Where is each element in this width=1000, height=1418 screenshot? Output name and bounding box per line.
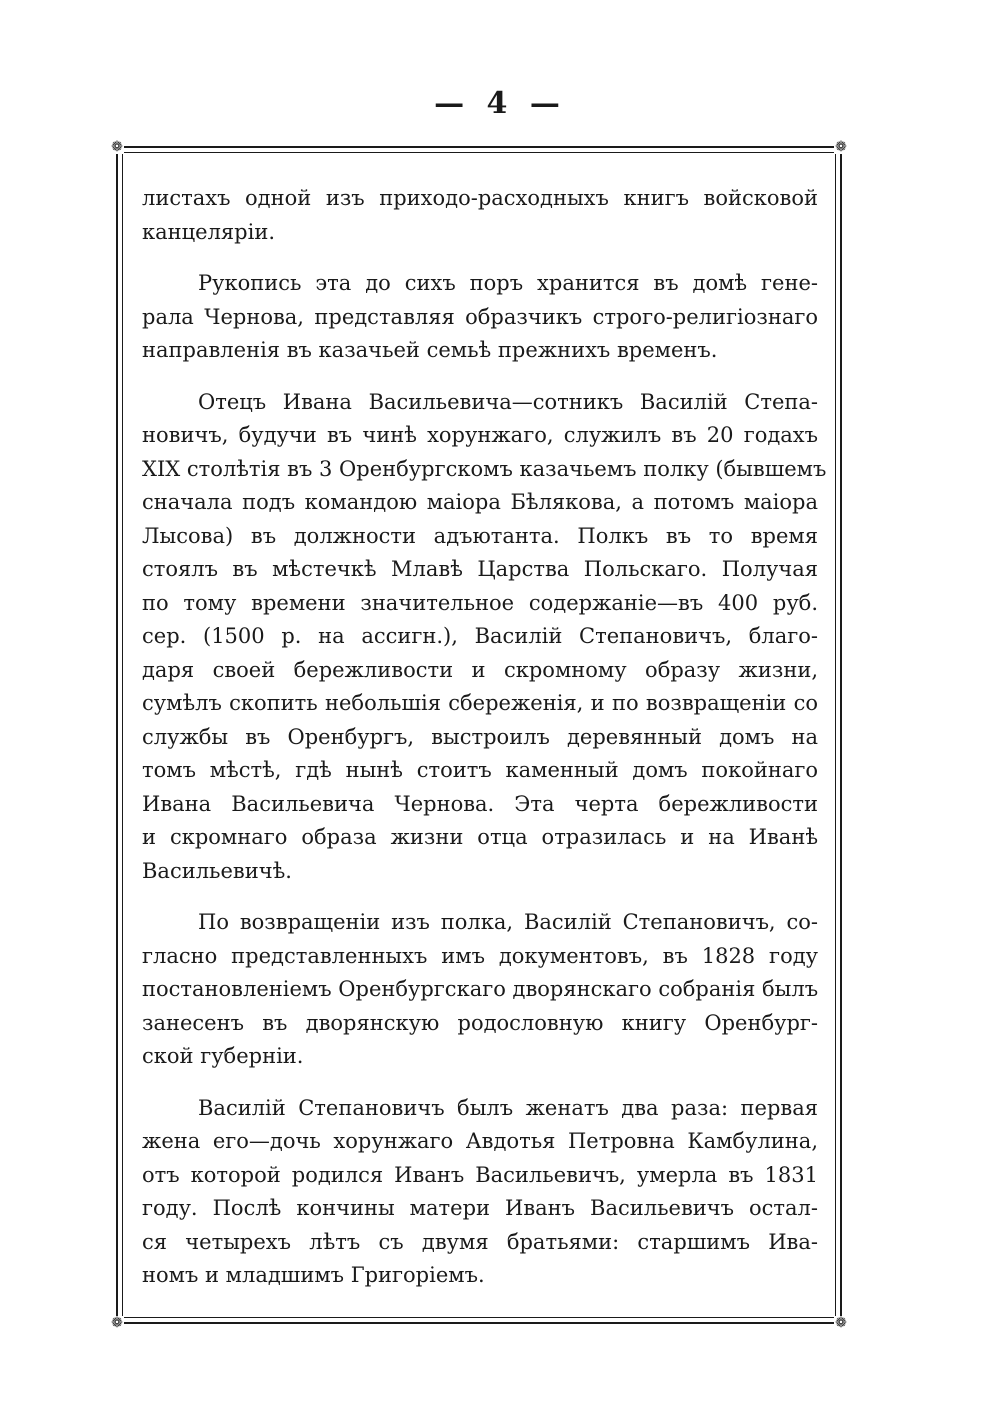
- frame-rule-left-inner: [122, 146, 123, 1324]
- text-line: сначала подъ командою маіора Бѣлякова, а потомъ маіора: [142, 490, 818, 514]
- text-line: отъ которой родился Иванъ Васильевичъ, умерла въ 1831: [142, 1162, 818, 1187]
- text-line: жена его—дочь хорунжаго Авдотья Петровна Камбулина,: [142, 1129, 818, 1153]
- text-line: даря своей бережливости и скромному образу жизни,: [142, 657, 818, 682]
- text-line: занесенъ въ дворянскую родословную книгу Оренбург-: [142, 1010, 818, 1035]
- text-line: По возвращеніи изъ полка, Василій Степановичъ, со-: [198, 910, 818, 934]
- corner-ornament-icon: ❁: [111, 139, 123, 155]
- frame-rule-top: [116, 146, 842, 148]
- paragraph: [142, 1092, 818, 1293]
- frame-rule-left: [116, 146, 118, 1324]
- frame-rule-bottom-inner: [116, 1317, 842, 1318]
- text-line: канцеляріи.: [142, 219, 275, 244]
- corner-ornament-icon: ❁: [835, 139, 847, 155]
- paragraph: [142, 386, 827, 889]
- paragraph: [142, 267, 818, 368]
- text-line: Ивана Васильевича Чернова. Эта черта бережливости: [142, 791, 818, 816]
- text-line: Васильевичѣ.: [142, 858, 292, 883]
- text-line: Рукопись эта до сихъ поръ хранится въ домѣ гене-: [198, 271, 818, 295]
- text-line: гласно представленныхъ имъ документовъ, въ 1828 году: [142, 943, 818, 968]
- text-line: рала Чернова, представляя образчикъ строго-религіознаго: [142, 304, 818, 329]
- text-line: XIX столѣтія въ 3 Оренбургскомъ казачьемъ полку (бывшемъ: [142, 456, 827, 481]
- frame-rule-right-inner: [835, 146, 836, 1324]
- text-line: Отецъ Ивана Васильевича—сотникъ Василій Степа-: [198, 389, 818, 414]
- text-line: и скромнаго образа жизни отца отразилась и на Иванѣ: [142, 825, 818, 849]
- text-line: новичъ, будучи въ чинѣ хорунжаго, служилъ въ 20 годахъ: [142, 423, 818, 447]
- frame-rule-right: [840, 146, 842, 1324]
- paragraph: [142, 182, 818, 249]
- text-line: стоялъ въ мѣстечкѣ Млавѣ Царства Польскаго. Получая: [142, 557, 818, 581]
- text-line: службы въ Оренбургъ, выстроилъ деревянный домъ на: [142, 724, 818, 749]
- corner-ornament-icon: ❁: [835, 1315, 847, 1331]
- frame-rule-bottom: [116, 1322, 842, 1324]
- text-line: ской губерніи.: [142, 1044, 304, 1068]
- text-line: листахъ одной изъ приходо-расходныхъ книгъ войсковой: [142, 186, 818, 210]
- text-line: номъ и младшимъ Григоріемъ.: [142, 1263, 485, 1287]
- text-line: направленія въ казачьей семьѣ прежнихъ временъ.: [142, 338, 718, 362]
- text-line: по тому времени значительное содержаніе—въ 400 руб.: [142, 590, 818, 615]
- text-line: ся четырехъ лѣтъ съ двумя братьями: старшимъ Ива-: [142, 1229, 818, 1254]
- text-line: томъ мѣстѣ, гдѣ нынѣ стоитъ каменный домъ покойнаго: [142, 758, 818, 782]
- frame-rule-top-inner: [116, 152, 842, 153]
- text-line: сер. (1500 р. на ассигн.), Василій Степановичъ, благо-: [142, 624, 818, 648]
- text-line: Лысова) въ должности адъютанта. Полкъ въ то время: [142, 523, 818, 548]
- text-line: Василій Степановичъ былъ женатъ два раза: первая: [198, 1095, 818, 1120]
- page-number: — 4 —: [434, 86, 566, 121]
- text-line: сумѣлъ скопить небольшія сбереженія, и по возвращеніи со: [142, 691, 818, 715]
- corner-ornament-icon: ❁: [111, 1315, 123, 1331]
- body-text: [142, 182, 827, 1311]
- paragraph: [142, 906, 818, 1074]
- text-line: году. Послѣ кончины матери Иванъ Васильевичъ остал-: [142, 1196, 818, 1220]
- text-line: постановленіемъ Оренбургскаго дворянскаго собранія былъ: [142, 977, 819, 1001]
